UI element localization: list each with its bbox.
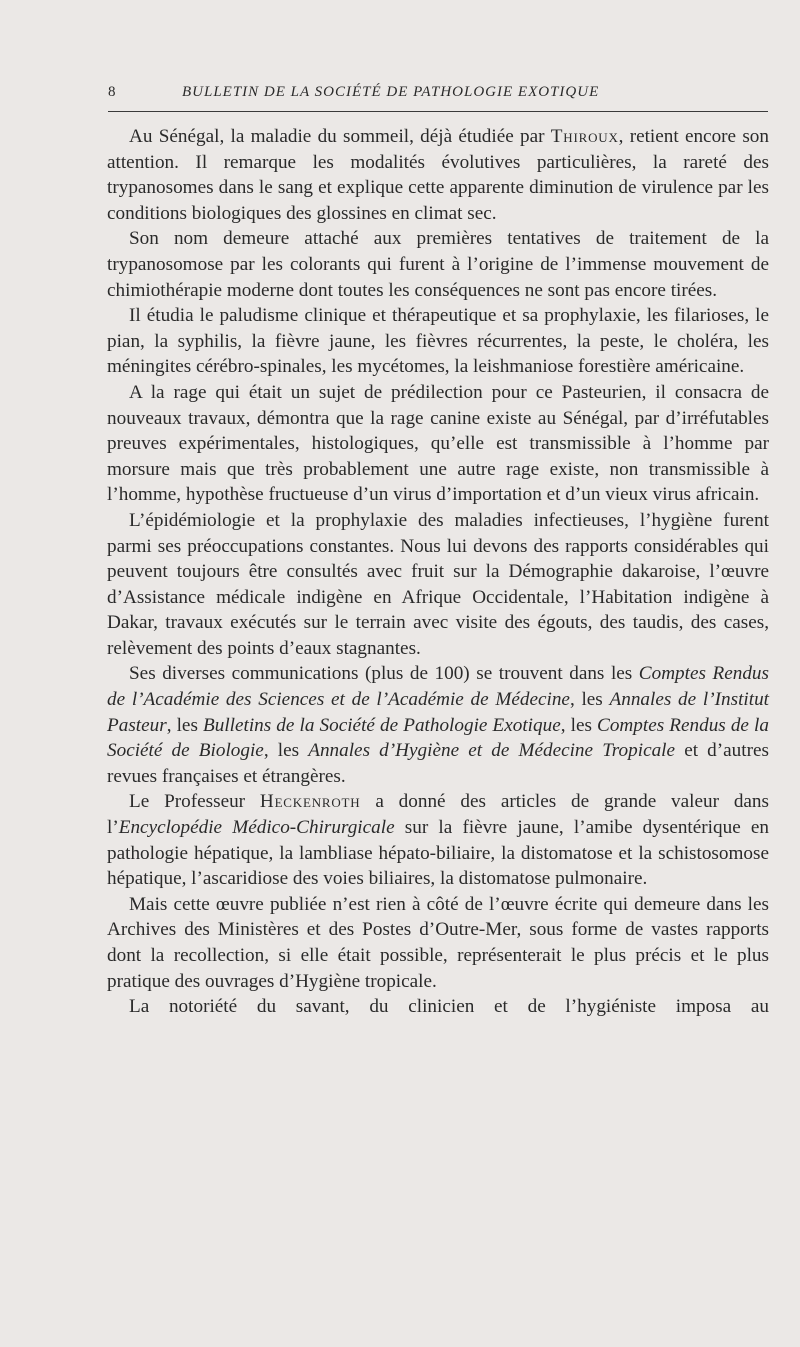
paragraph-1 (107, 124, 769, 226)
paragraph-8: Mais cette œuvre publiée n’est rien à côté de l’œuvre écrite qui demeure dans les Archives des Ministères et des Postes d’Outre-Mer, sous forme de vastes rapports dont la recollection, si elle était possible, représenterait le plus précis et le plus pratique des ouvrages d’Hygiène tropicale. (107, 893, 769, 992)
author-name-thiroux: Thiroux (550, 126, 619, 147)
journal-title: Encyclopédie Médico-Chirurgicale (118, 817, 395, 839)
text-run: sur la fièvre jaune, l’amibe dysentérique en pathologie hépatique, la lambliase hépato-biliaire, la distomatose et la schistosomose hépatique, l’ascaridiose des voies biliaires, la distomatose pulmonaire. (107, 817, 769, 890)
text-run: , les (263, 740, 309, 762)
paragraph-3: Il étudia le paludisme clinique et thérapeutique et sa prophylaxie, les filarioses, le pian, la syphilis, la fièvre jaune, les fièvres récurrentes, la peste, le choléra, les méningites cérébro-spinales, les mycétomes, la leishmaniose forestière américaine. (107, 305, 769, 378)
page-header (108, 80, 768, 106)
paragraph-2: Son nom demeure attaché aux premières tentatives de traitement de la trypanosomose par les colorants qui furent à l’origine de l’immense mouvement de chimiothérapie moderne dont toutes les conséquences ne sont pas encore tirées. (107, 228, 769, 301)
journal-title: Annales d’Hygiène et de Médecine Tropicale (308, 740, 676, 762)
paragraph-4: A la rage qui était un sujet de prédilection pour ce Pasteurien, il consacra de nouveaux travaux, démontra que la rage canine existe au Sénégal, par d’irréfutables preuves expérimentales, histologiques, qu’elle est transmissible à l’homme par morsure mais que très probablement une autre rage existe, non transmissible à l’homme, hypothèse fructueuse d’un virus d’importation et d’un vieux virus africain. (107, 381, 769, 506)
paragraph-9: La notoriété du savant, du clinicien et de l’hygiéniste imposa au (129, 996, 769, 1018)
running-title: BULLETIN DE LA SOCIÉTÉ DE PATHOLOGIE EXOTIQUE (182, 84, 600, 100)
journal-title: Comptes Rendus de la Société de Biologie (107, 714, 769, 762)
paragraph-5: L’épidémiologie et la prophylaxie des maladies infectieuses, l’hygiène furent parmi ses préoccupations constantes. Nous lui devons des rapports considérables qui peuvent toujours être consultés avec fruit sur la Démographie dakaroise, l’œuvre d’Assistance médicale indigène en Afrique Occidentale, l’Habitation indigène à Dakar, travaux exécutés sur le terrain avec visite des égouts, des taudis, des cases, relèvement des points d’eaux stagnantes. (107, 509, 769, 659)
text-run: , retient encore son attention. Il remarque les modalités évolutives particulières, la rareté des trypanosomes dans le sang et explique cette apparente diminution de virulence par les conditions biologiques des glossines en climat sec. (107, 126, 769, 224)
journal-title: Comptes Rendus de l’Académie des Sciences et de l’Académie de Médecine (107, 663, 769, 711)
text-run: a donné des articles de grande valeur dans l’ (107, 791, 769, 839)
header-rule (108, 111, 768, 112)
journal-title: Annales de l’Institut Pasteur (107, 689, 769, 736)
paragraph-7 (107, 789, 769, 891)
text-run: Le Professeur (129, 791, 260, 813)
author-name-heckenroth: Heckenroth (259, 791, 361, 813)
text-run: , les (166, 714, 203, 736)
text-run: Ses diverses communications (plus de 100) se trouvent dans les (129, 663, 639, 685)
text-run: , les (569, 689, 610, 711)
page-number: 8 (108, 84, 117, 100)
body-text (107, 124, 769, 1020)
text-run: et d’autres revues françaises et étrangères. (107, 740, 769, 787)
journal-title: Bulletins de la Société de Pathologie Exotique (203, 714, 561, 736)
text-run: Au Sénégal, la maladie du sommeil, déjà étudiée par (129, 126, 551, 147)
paragraph-6 (107, 661, 769, 789)
text-run: , les (560, 714, 598, 736)
